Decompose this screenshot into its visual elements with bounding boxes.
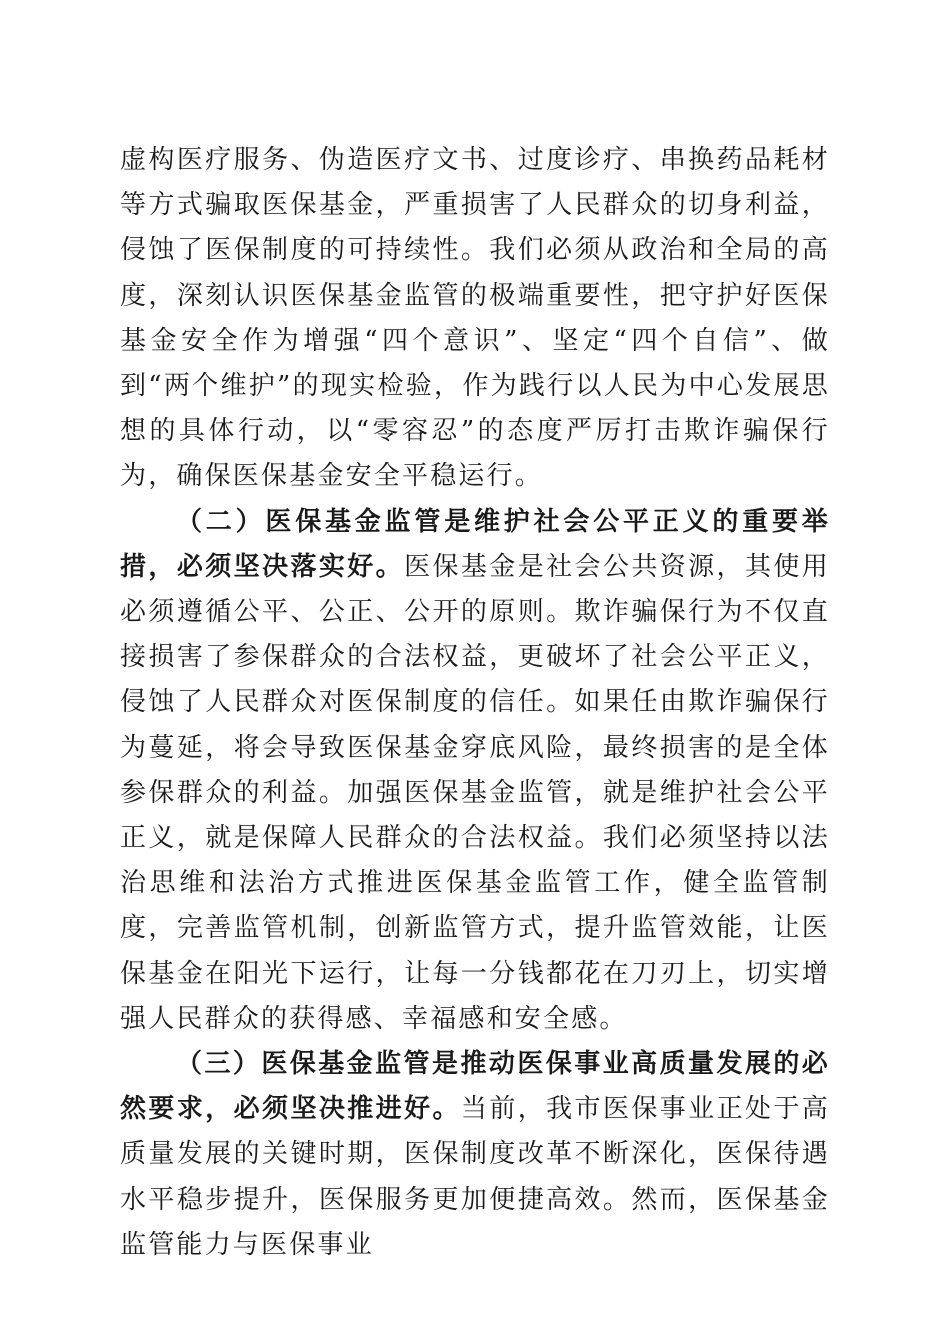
section-two-heading: （二）医保基金监管是维护社会公平正义的重要举措，必须坚决落实好。 (120, 506, 830, 582)
section-three-body: 当前，我市医保事业正处于高质量发展的关键时期，医保制度改革不断深化，医保待遇水平稳步提升，医保服务更加便捷高效。然而，医保基金监管能力与医保事业 (120, 1094, 830, 1260)
section-three-heading: （三）医保基金监管是推动医保事业高质量发展的必然要求，必须坚决推进好。 (120, 1049, 830, 1125)
paragraph-section-three (120, 1042, 830, 1268)
document-body (120, 138, 830, 1268)
paragraph-continuation (120, 138, 830, 500)
paragraph-section-two (120, 500, 830, 1042)
section-two-body: 医保基金是社会公共资源，其使用必须遵循公平、公正、公开的原则。欺诈骗保行为不仅直接损害了参保群众的合法权益，更破坏了社会公平正义，侵蚀了人民群众对医保制度的信任。如果任由欺诈骗保行为蔓延，将会导致医保基金穿底风险，最终损害的是全体参保群众的利益。加强医保基金监管，就是维护社会公平正义，就是保障人民群众的合法权益。我们必须坚持以法治思维和法治方式推进医保基金监管工作，健全监管制度，完善监管机制，创新监管方式，提升监管效能，让医保基金在阳光下运行，让每一分钱都花在刀刃上，切实增强人民群众的获得感、幸福感和安全感。 (120, 551, 830, 1034)
paragraph-body-text: 虚构医疗服务、伪造医疗文书、过度诊疗、串换药品耗材等方式骗取医保基金，严重损害了人民群众的切身利益，侵蚀了医保制度的可持续性。我们必须从政治和全局的高度，深刻认识医保基金监管的极端重要性，把守护好医保基金安全作为增强“四个意识”、坚定“四个自信”、做到“两个维护”的现实检验，作为践行以人民为中心发展思想的具体行动，以“零容忍”的态度严厉打击欺诈骗保行为，确保医保基金安全平稳运行。 (120, 145, 830, 492)
